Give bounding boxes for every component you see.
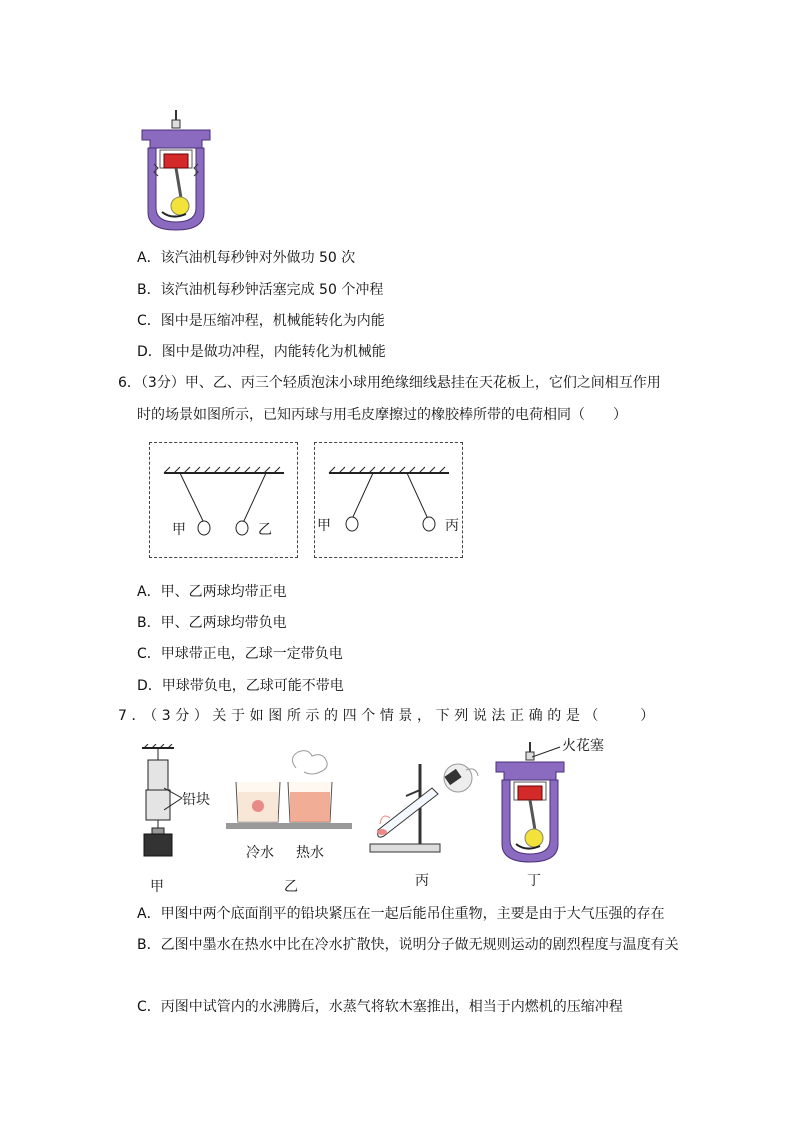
spark-plug-label: 火花塞 (562, 738, 604, 754)
cold-water-label: 冷水 (246, 845, 274, 861)
q7-option-c: C．丙图中试管内的水沸腾后，水蒸气将软木塞推出，相当于内燃机的压缩冲程 (137, 999, 623, 1015)
test-tube-figure (366, 760, 482, 856)
q6-left-ball2-label: 乙 (258, 522, 272, 538)
q5-option-b: B．该汽油机每秒钟活塞完成 50 个冲程 (137, 282, 384, 298)
spark-plug-pointer (532, 745, 562, 759)
q6-option-b: B．甲、乙两球均带负电 (137, 615, 287, 631)
q7-option-b: B．乙图中墨水在热水中比在冷水扩散快，说明分子做无规则运动的剧烈程度与温度有关 (137, 937, 679, 953)
figure-yi-caption: 乙 (284, 879, 298, 895)
q6-left-sketch (150, 443, 299, 559)
q6-option-c: C．甲球带正电，乙球一定带负电 (137, 646, 343, 662)
beakers-figure (226, 748, 352, 832)
q6-right-ball2-label: 丙 (445, 518, 459, 534)
q6-option-d: D．甲球带负电，乙球可能不带电 (137, 678, 344, 694)
q6-left-ball1-label: 甲 (172, 522, 186, 538)
q5-option-d: D．图中是做功冲程，内能转化为机械能 (137, 344, 386, 360)
q6-right-ball1-label: 甲 (317, 518, 331, 534)
engine-diagram-q5 (136, 108, 216, 232)
q6-stem-line1: 6．（3分）甲、乙、丙三个轻质泡沫小球用绝缘细线悬挂在天花板上，它们之间相互作用 (118, 375, 661, 391)
q6-figure-right (314, 442, 463, 558)
q6-figure-left (149, 442, 298, 558)
lead-block-label: 铅块 (182, 792, 210, 808)
hot-water-label: 热水 (296, 845, 324, 861)
figure-jia-caption: 甲 (150, 879, 164, 895)
q6-right-sketch (315, 443, 464, 559)
q6-stem-line2: 时的场景如图所示，已知丙球与用毛皮摩擦过的橡胶棒所带的电荷相同（ ） (137, 407, 627, 423)
figure-bing-caption: 丙 (415, 873, 429, 889)
q7-stem: 7．（3分）关于如图所示的四个情景，下列说法正确的是（ ） (118, 708, 659, 724)
q7-option-a: A．甲图中两个底面削平的铅块紧压在一起后能吊住重物，主要是由于大气压强的存在 (137, 906, 665, 922)
q6-option-a: A．甲、乙两球均带正电 (137, 584, 287, 600)
q5-option-c: C．图中是压缩冲程，机械能转化为内能 (137, 313, 385, 329)
lead-label-pointer (164, 784, 184, 814)
q5-option-a: A．该汽油机每秒钟对外做功 50 次 (137, 250, 356, 266)
figure-ding-caption: 丁 (527, 873, 541, 889)
